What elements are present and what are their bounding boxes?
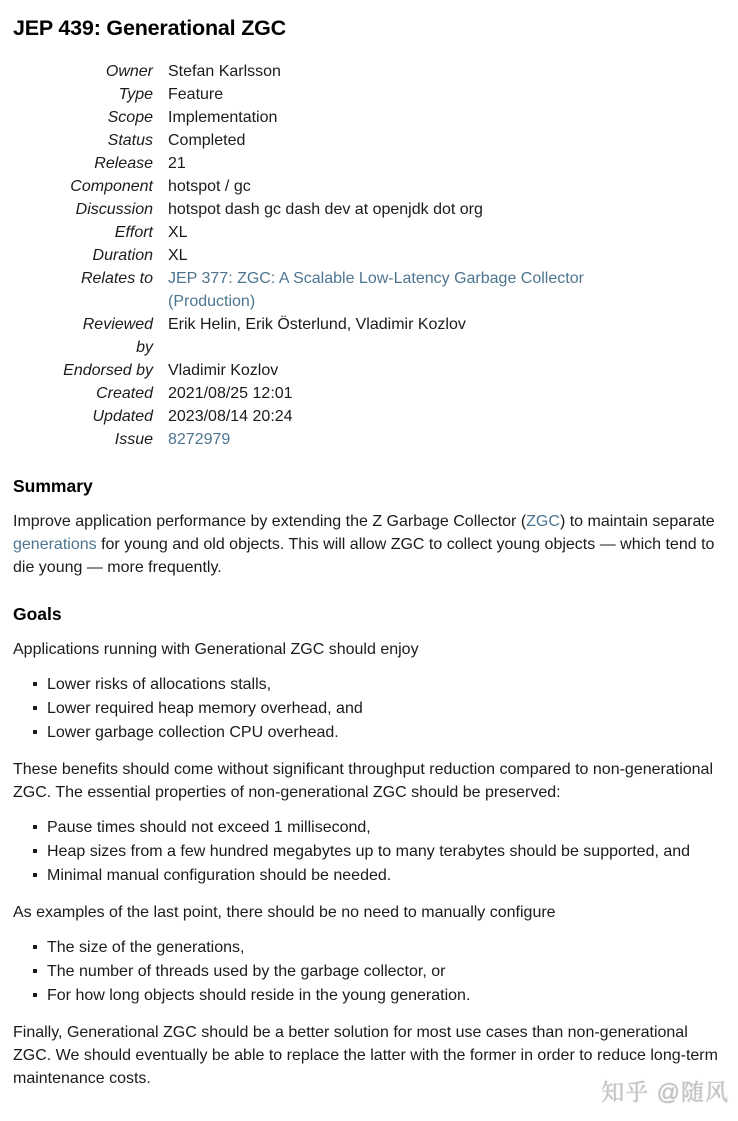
meta-label: Reviewed by	[82, 316, 153, 356]
generations-link[interactable]: generations	[13, 536, 97, 553]
meta-label: Release	[94, 155, 153, 172]
meta-value	[168, 267, 650, 313]
meta-label: Relates to	[80, 270, 153, 287]
meta-label: Created	[96, 385, 153, 402]
summary-paragraph: Improve application performance by extending the Z Garbage Collector (ZGC) to maintain separate generations for young and old objects. This will allow ZGC to collect young objects — which tend to die young — more frequently.	[13, 513, 715, 576]
list-item: Lower risks of allocations stalls,	[47, 673, 725, 696]
goals-intro-paragraph: Applications running with Generational ZGC should enjoy	[13, 641, 419, 658]
meta-row	[63, 129, 650, 152]
meta-row	[63, 60, 650, 83]
issue-link[interactable]: 8272979	[168, 431, 231, 448]
meta-label: Discussion	[75, 201, 153, 218]
meta-label: Component	[70, 178, 153, 195]
meta-label: Effort	[114, 224, 153, 241]
meta-row	[63, 382, 650, 405]
meta-value: 21	[168, 155, 186, 172]
page-title: JEP 439: Generational ZGC	[13, 16, 287, 40]
meta-value: Feature	[168, 86, 224, 103]
meta-value: Erik Helin, Erik Österlund, Vladimir Kozlov	[168, 316, 466, 333]
meta-row	[63, 359, 650, 382]
metadata-table	[63, 60, 650, 451]
goals-finally-paragraph: Finally, Generational ZGC should be a better solution for most use cases than non-generational ZGC. We should eventually be able to replace the latter with the former in order to reduce long-term maintenance costs.	[13, 1024, 718, 1087]
list-item: For how long objects should reside in the young generation.	[47, 984, 725, 1007]
meta-value: Implementation	[168, 109, 278, 126]
list-item: Lower garbage collection CPU overhead.	[47, 721, 725, 744]
meta-value: 2023/08/14 20:24	[168, 408, 293, 425]
goals-list-config	[13, 936, 725, 1007]
meta-row	[63, 106, 650, 129]
meta-label: Endorsed by	[63, 362, 153, 379]
list-item: The number of threads used by the garbage collector, or	[47, 960, 725, 983]
meta-row	[63, 405, 650, 428]
goals-list-properties	[13, 816, 725, 887]
meta-row	[63, 175, 650, 198]
meta-label: Duration	[92, 247, 153, 264]
list-item: Minimal manual configuration should be needed.	[47, 864, 725, 887]
goals-throughput-paragraph: These benefits should come without significant throughput reduction compared to non-generational ZGC. The essential properties of non-generational ZGC should be preserved:	[13, 761, 713, 801]
list-item: Lower required heap memory overhead, and	[47, 697, 725, 720]
meta-label: Status	[107, 132, 153, 149]
list-item: Pause times should not exceed 1 millisecond,	[47, 816, 725, 839]
meta-label: Owner	[105, 63, 153, 80]
zgc-link[interactable]: ZGC	[526, 513, 560, 530]
meta-row	[63, 221, 650, 244]
meta-value: hotspot / gc	[168, 178, 251, 195]
meta-row	[63, 313, 650, 359]
meta-label: Updated	[92, 408, 153, 425]
meta-value: XL	[168, 247, 188, 264]
list-item: The size of the generations,	[47, 936, 725, 959]
meta-value: Completed	[168, 132, 246, 149]
meta-value: hotspot dash gc dash dev at openjdk dot org	[168, 201, 483, 218]
list-item: Heap sizes from a few hundred megabytes up to many terabytes should be supported, and	[47, 840, 725, 863]
watermark: 知乎 @随风	[601, 1079, 729, 1105]
meta-label: Scope	[107, 109, 153, 126]
meta-row	[63, 428, 650, 451]
meta-value: XL	[168, 224, 188, 241]
meta-label: Type	[118, 86, 153, 103]
goals-heading: Goals	[13, 604, 62, 624]
meta-label: Issue	[114, 431, 153, 448]
meta-row	[63, 267, 650, 313]
meta-value	[168, 428, 650, 451]
meta-value: 2021/08/25 12:01	[168, 385, 293, 402]
meta-value: Stefan Karlsson	[168, 63, 281, 80]
goals-examples-paragraph: As examples of the last point, there should be no need to manually configure	[13, 904, 556, 921]
summary-heading: Summary	[13, 476, 93, 496]
meta-row	[63, 198, 650, 221]
meta-row	[63, 83, 650, 106]
goals-list-benefits	[13, 673, 725, 744]
meta-value: Vladimir Kozlov	[168, 362, 279, 379]
relates-to-jep377-link[interactable]: JEP 377: ZGC: A Scalable Low-Latency Garbage Collector (Production)	[168, 270, 584, 310]
meta-row	[63, 244, 650, 267]
meta-row	[63, 152, 650, 175]
